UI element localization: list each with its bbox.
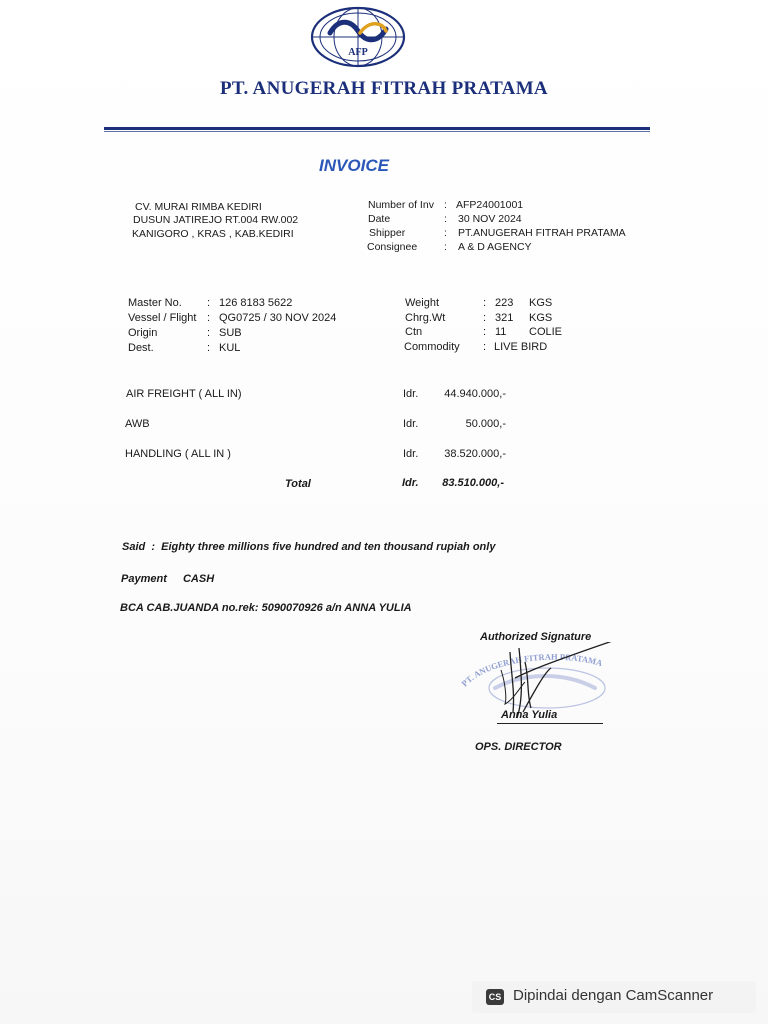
payment-value: CASH	[182, 573, 215, 585]
bank-info: BCA CAB.JUANDA no.rek: 5090070926 a/n ANNA YULIA	[120, 602, 412, 614]
charge-currency: Idr.	[403, 388, 419, 400]
weight-value: 223	[495, 297, 514, 309]
weight-label: Weight	[405, 297, 440, 309]
ctn-unit: COLIE	[529, 326, 563, 338]
dest-label: Dest.	[128, 342, 154, 354]
colon: :	[444, 199, 447, 211]
shipper-value: PT.ANUGERAH FITRAH PRATAMA	[458, 227, 626, 239]
date-value: 30 NOV 2024	[458, 213, 522, 225]
colon: :	[483, 312, 487, 324]
origin-value: SUB	[219, 327, 242, 339]
billed-to-line: CV. MURAI RIMBA KEDIRI	[135, 201, 262, 213]
chrg-wt-value: 321	[495, 312, 514, 324]
charge-label: AIR FREIGHT ( ALL IN)	[126, 388, 242, 400]
billed-to-line: DUSUN JATIREJO RT.004 RW.002	[133, 214, 299, 226]
header-rule-thin	[104, 131, 650, 132]
master-no-label: Master No.	[128, 297, 182, 309]
charge-label: AWB	[125, 418, 150, 430]
origin-label: Origin	[128, 327, 158, 339]
camscanner-badge	[472, 981, 756, 1013]
date-label: Date	[368, 213, 391, 225]
total-currency: Idr.	[402, 477, 419, 489]
colon: :	[483, 326, 487, 338]
charge-currency: Idr.	[403, 448, 419, 460]
colon: :	[207, 342, 211, 354]
commodity-label: Commodity	[404, 341, 460, 353]
header-rule	[104, 127, 650, 130]
logo-text: AFP	[348, 47, 368, 58]
camscanner-text: Dipindai dengan CamScanner	[513, 987, 714, 1004]
chrg-wt-unit: KGS	[529, 312, 553, 324]
dest-value: KUL	[219, 342, 241, 354]
authorized-signature-heading: Authorized Signature	[480, 631, 592, 643]
ctn-value: 11	[495, 326, 507, 338]
signature-line	[497, 723, 603, 724]
invoice-title: INVOICE	[319, 156, 389, 175]
billed-to-line: KANIGORO , KRAS , KAB.KEDIRI	[132, 228, 294, 240]
afp-globe-logo	[308, 5, 408, 69]
colon: :	[444, 213, 447, 225]
colon: :	[148, 541, 159, 553]
vessel-flight-label: Vessel / Flight	[128, 312, 197, 324]
vessel-flight-value: QG0725 / 30 NOV 2024	[219, 312, 337, 324]
total-label: Total	[285, 478, 311, 490]
charge-amount: 50.000,-	[465, 418, 506, 430]
colon: :	[444, 241, 447, 253]
colon: :	[207, 297, 211, 309]
camscanner-icon: CS	[486, 989, 504, 1005]
master-no-value: 126 8183 5622	[219, 297, 293, 309]
colon: :	[444, 227, 447, 239]
inv-number-value: AFP24001001	[456, 199, 524, 211]
total-amount: 83.510.000,-	[442, 477, 504, 489]
consignee-value: A & D AGENCY	[458, 241, 532, 253]
colon: :	[483, 297, 487, 309]
signatory-name: Anna Yulia	[501, 709, 558, 721]
payment-line	[121, 573, 214, 585]
inv-number-label: Number of Inv	[368, 199, 434, 211]
charge-amount: 38.520.000,-	[444, 448, 506, 460]
colon: :	[207, 312, 211, 324]
colon: :	[207, 327, 211, 339]
charge-amount: 44.940.000,-	[444, 388, 506, 400]
consignee-label: Consignee	[367, 241, 418, 253]
payment-label: Payment	[121, 573, 167, 585]
charge-currency: Idr.	[403, 418, 419, 430]
charge-label: HANDLING ( ALL IN )	[125, 448, 231, 460]
signatory-position: OPS. DIRECTOR	[475, 741, 562, 753]
said-line	[122, 541, 495, 553]
chrg-wt-label: Chrg.Wt	[405, 312, 446, 324]
company-name: PT. ANUGERAH FITRAH PRATAMA	[220, 78, 548, 99]
weight-unit: KGS	[529, 297, 553, 309]
shipper-label: Shipper	[369, 227, 406, 239]
said-text: Eighty three millions five hundred and ten thousand rupiah only	[161, 541, 496, 553]
ctn-label: Ctn	[405, 326, 423, 338]
commodity-value: LIVE BIRD	[494, 341, 548, 353]
stamp-text: PT. ANUGERAH FITRAH PRATAMA	[459, 651, 604, 689]
colon: :	[483, 341, 487, 353]
said-label: Said	[122, 541, 146, 553]
